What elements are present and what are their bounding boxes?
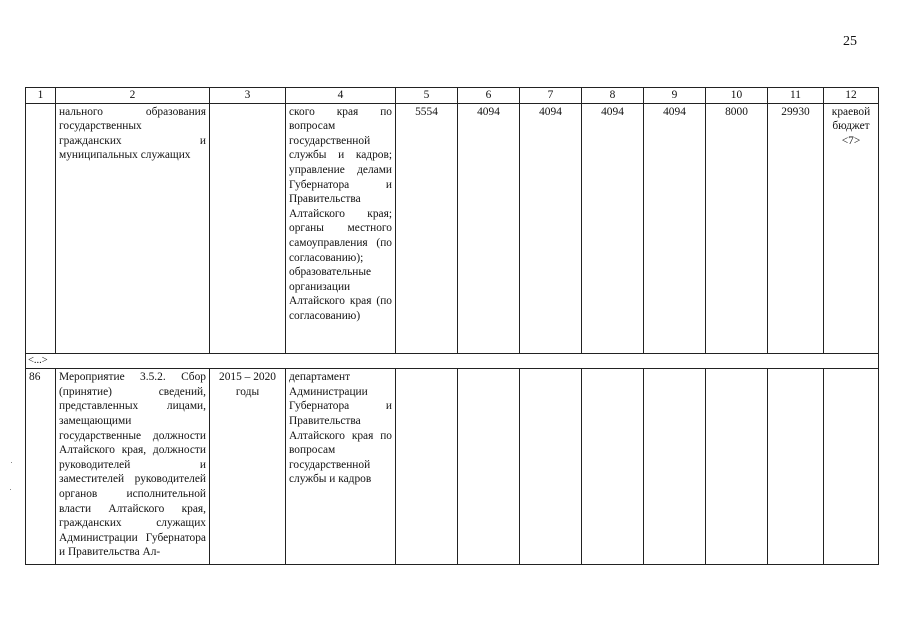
row-number-cell [26, 103, 56, 353]
header-cell: 8 [582, 88, 644, 104]
header-row [26, 88, 879, 104]
value-cell: 8000 [706, 103, 768, 353]
total-cell: 29930 [768, 103, 824, 353]
activity-name-cell: Мероприятие 3.5.2. Сбор (принятие) сведений, представленных лицами, замещающими государственные должности Алтайского края, должности руководителей и заместителей руководителей органов исполнительной власти Алтайского края, гражданских служащих Администрации Губернатора и Правительства Ал- [56, 369, 210, 565]
value-cell [396, 369, 458, 565]
period-cell [210, 103, 286, 353]
header-cell: 1 [26, 88, 56, 104]
value-cell [520, 369, 582, 565]
separator-row [26, 353, 879, 369]
funding-source-cell: краевой бюджет <7> [824, 103, 879, 353]
omission-marker: <...> [26, 353, 879, 369]
value-cell [458, 369, 520, 565]
executor-cell: департамент Администрации Губернатора и Правительства Алтайского края по вопросам государственной службы и кадров [286, 369, 396, 565]
value-cell: 5554 [396, 103, 458, 353]
header-cell: 11 [768, 88, 824, 104]
header-cell: 6 [458, 88, 520, 104]
table-row [26, 103, 879, 353]
header-cell: 9 [644, 88, 706, 104]
value-cell: 4094 [644, 103, 706, 353]
page-number: 25 [843, 34, 857, 49]
header-cell: 3 [210, 88, 286, 104]
program-table [25, 87, 879, 565]
value-cell [706, 369, 768, 565]
header-cell: 12 [824, 88, 879, 104]
period-cell: 2015 – 2020 годы [210, 369, 286, 565]
header-cell: 2 [56, 88, 210, 104]
row-number-cell: 86 [26, 369, 56, 565]
scan-speck-marks [9, 462, 15, 492]
value-cell: 4094 [458, 103, 520, 353]
header-cell: 5 [396, 88, 458, 104]
value-cell [644, 369, 706, 565]
activity-name-cell: нального образования государственных гражданских и муниципальных служащих [56, 103, 210, 353]
value-cell: 4094 [520, 103, 582, 353]
header-cell: 7 [520, 88, 582, 104]
total-cell [768, 369, 824, 565]
funding-source-cell [824, 369, 879, 565]
value-cell: 4094 [582, 103, 644, 353]
executor-cell: ского края по вопросам государственной службы и кадров; управление делами Губернатора и Правительства Алтайского края; органы местного самоуправления (по согласованию); образовательные организации Алтайского края (по согласованию) [286, 103, 396, 353]
header-cell: 4 [286, 88, 396, 104]
header-cell: 10 [706, 88, 768, 104]
value-cell [582, 369, 644, 565]
table-row [26, 369, 879, 565]
